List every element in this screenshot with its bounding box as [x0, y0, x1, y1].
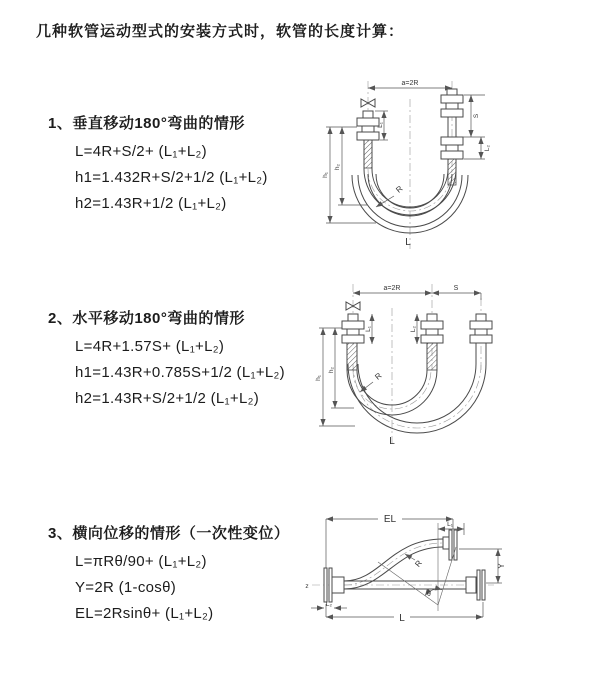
dim-label-s: S [473, 113, 480, 119]
centerline-z-mark: z [305, 583, 309, 590]
dim-label-r: R [394, 184, 405, 195]
flange-middle [421, 314, 443, 343]
dim-label-l1: L₁ [447, 521, 453, 528]
formula-line: Y=2R (1-cosθ) [75, 579, 177, 596]
flange-right-lower [441, 137, 463, 159]
section-heading: 1、垂直移动180°弯曲的情形 [48, 115, 245, 132]
dim-label-h1: h₁ [322, 172, 329, 178]
dim-label-l1: L₁ [377, 122, 384, 128]
dim-label-r: R [373, 371, 384, 382]
dim-label-theta: θ [427, 591, 431, 598]
flange-right-upper [441, 89, 463, 117]
flange-right [470, 314, 492, 343]
dim-label-l2: L₂ [410, 325, 417, 333]
section-vertical-movement [48, 113, 328, 217]
dim-label-l: L [399, 613, 405, 624]
diagram-vertical-180-bend [310, 75, 600, 260]
formula-line: L=πRθ/90+ (L₁+L₂) [75, 553, 207, 570]
formula-list [75, 139, 328, 217]
dim-label-r: R [413, 558, 424, 569]
centerlines [353, 284, 481, 446]
section-heading: 2、水平移动180°弯曲的情形 [48, 310, 245, 327]
dim-label-l1: L₁ [365, 326, 372, 332]
formula-line: L=4R+S/2+ (L₁+L₂) [75, 143, 207, 160]
formula-line: EL=2Rsinθ+ (L₁+L₂) [75, 605, 214, 622]
formula-line: h1=1.432R+S/2+1/2 (L₁+L₂) [75, 169, 268, 186]
hose-outline [347, 343, 486, 433]
dim-label-s: S [453, 285, 459, 292]
formula-line: h2=1.43R+S/2+1/2 (L₁+L₂) [75, 390, 260, 407]
flange-left [357, 111, 379, 140]
dim-label-a2r: a=2R [401, 80, 419, 87]
flange-left [342, 314, 364, 343]
braid-sections [364, 140, 456, 185]
section-horizontal-movement [48, 308, 328, 412]
dim-label-l: L [405, 237, 411, 248]
dim-label-l: L [389, 436, 395, 447]
dimensions [319, 293, 481, 426]
dim-label-h2: h₂ [334, 163, 341, 171]
section-lateral-displacement [48, 523, 328, 627]
section-heading: 3、横向位移的情形（一次性变位） [48, 525, 290, 542]
formula-line: h1=1.43R+0.785S+1/2 (L₁+L₂) [75, 364, 285, 381]
diagram-lateral-displacement [298, 505, 598, 655]
formula-line: L=4R+1.57S+ (L₁+L₂) [75, 338, 225, 355]
dim-label-l2: L₂ [325, 601, 333, 608]
centerlines [368, 81, 452, 249]
dim-label-el: EL [383, 514, 397, 525]
formula-line: h2=1.43R+1/2 (L₁+L₂) [75, 195, 227, 212]
dimensions [311, 519, 502, 617]
dimension-labels [305, 514, 506, 624]
page-title: 几种软管运动型式的安装方式时，软管的长度计算： [36, 23, 405, 40]
flange-left [324, 568, 344, 602]
dim-label-h1: h₁ [315, 375, 322, 381]
dim-label-a2r: a=2R [383, 285, 401, 292]
dim-label-y: Y [497, 563, 506, 569]
dim-label-h2: h₂ [328, 366, 335, 374]
flange-right [466, 570, 485, 600]
formula-list [75, 549, 328, 627]
flange-top-displaced [443, 530, 457, 560]
diagram-horizontal-180-bend [310, 278, 595, 463]
formula-list [75, 334, 328, 412]
dim-label-l2: L₂ [484, 144, 491, 152]
